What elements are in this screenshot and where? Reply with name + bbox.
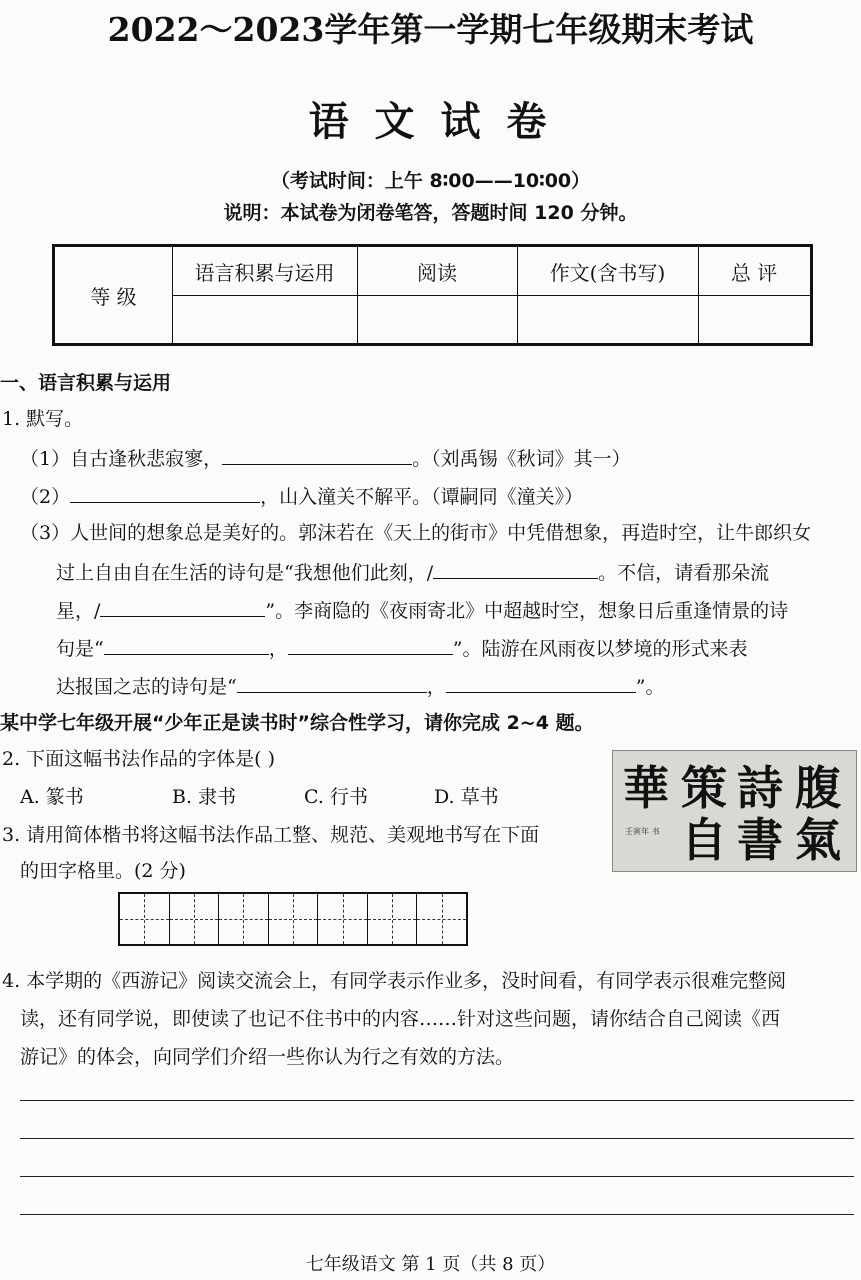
q1-part3-blank4[interactable] [288,632,453,655]
calligraphy-char: 策 [681,761,727,815]
tianzi-grid [118,892,468,946]
exam-instructions: 说明：本试卷为闭卷笔答，答题时间 120 分钟。 [223,202,638,224]
grade-row-label: 等 级 [90,284,137,309]
calligraphy-char: 華 [623,761,669,815]
q1-stem: 1. 默写。 [2,408,84,430]
q1-part3-line4-mid: ， [268,638,288,660]
q1-part3-line2 [56,556,769,585]
tianzi-cell[interactable] [170,894,220,944]
calligraphy-inscription: 壬寅年 书 [625,827,660,836]
q3-line2: 的田字格里。(2 分) [20,860,186,882]
q4-line2: 读，还有同学说，即使读了也记不住书中的内容……针对这些问题，请你结合自己阅读《西 [20,1008,781,1030]
q1-part3-blank5[interactable] [237,670,427,693]
q1-part3-line4-lead: 句是“ [56,638,104,660]
tianzi-cell[interactable] [368,894,418,944]
tianzi-cell[interactable] [417,894,466,944]
q4-line3: 游记》的体会，向同学们介绍一些你认为行之有效的方法。 [20,1046,515,1068]
q1-part3-line4 [56,632,747,661]
section-heading: 一、语言积累与运用 [0,372,172,394]
q1-part3-line3-tail: ”。李商隐的《夜雨寄北》中超越时空，想象日后重逢情景的诗 [265,600,789,622]
q2-stem: 2. 下面这幅书法作品的字体是( ) [2,748,276,770]
q1-part3-line3-lead: 星，/ [56,600,101,622]
grade-input-reading[interactable] [357,296,517,343]
q4-line1: 4. 本学期的《西游记》阅读交流会上，有同学表示作业多，没时间看，有同学表示很难完整阅 [2,970,787,992]
answer-line[interactable] [20,1176,854,1177]
q1-part3-line1: （3）人世间的想象总是美好的。郭沫若在《天上的街市》中凭借想象，再造时空，让牛郎织女 [20,522,812,544]
calligraphy-char: 自 [681,813,727,867]
calligraphy-char: 腹 [795,761,841,815]
calligraphy-image [612,750,857,872]
q1-part3-line5-lead: 达报国之志的诗句是“ [56,676,237,698]
grade-col-total: 总 评 [730,260,778,285]
q1-part3-line2-lead: 过上自由自在生活的诗句是“我想他们此刻，/ [56,562,434,584]
grade-table [52,244,813,346]
calligraphy-char: 氣 [795,813,841,867]
q1-part2-tail: ，山入潼关不解平。（谭嗣同《潼关》） [260,486,584,508]
tianzi-cell[interactable] [120,894,170,944]
page-footer: 七年级语文 第 1 页（共 8 页） [305,1254,556,1275]
subject-title: 语 文 试 卷 [308,99,553,145]
q2-option-c[interactable]: C. 行书 [304,786,368,808]
grade-col-reading: 阅读 [417,260,457,285]
q1-part3-blank3[interactable] [104,632,269,655]
q1-part2 [20,480,583,509]
q1-part1-lead: （1）自古逢秋悲寂寥， [20,448,223,470]
answer-line[interactable] [20,1214,854,1215]
q1-part3-line4-tail: ”。陆游在风雨夜以梦境的形式来表 [452,638,748,660]
grade-col-essay: 作文(含书写) [549,260,666,285]
grade-input-essay[interactable] [517,296,698,343]
q1-part3-line3 [56,594,788,623]
grade-input-total[interactable] [698,296,810,343]
exam-time: （考试时间：上午 8∶00——10∶00） [270,170,591,192]
q1-part3-line2-tail: 。不信，请看那朵流 [598,562,770,584]
q1-part1 [20,442,631,471]
q1-part3-blank1[interactable] [433,556,598,579]
answer-line[interactable] [20,1100,854,1101]
calligraphy-char: 詩 [737,761,783,815]
q1-part3-line5 [56,670,664,699]
q3-line1: 3. 请用简体楷书将这幅书法作品工整、规范、美观地书写在下面 [2,824,540,846]
q1-part3-blank2[interactable] [100,594,265,617]
q1-part3-line5-tail: ”。 [635,676,665,698]
context-instruction: 某中学七年级开展“少年正是读书时”综合性学习，请你完成 2~4 题。 [0,712,594,734]
q1-part1-blank[interactable] [222,442,412,465]
grade-input-language[interactable] [172,296,357,343]
q1-part3-line5-mid: ， [426,676,446,698]
tianzi-cell[interactable] [269,894,319,944]
grade-col-language: 语言积累与运用 [194,260,335,285]
calligraphy-char: 書 [737,813,783,867]
tianzi-cell[interactable] [318,894,368,944]
q2-option-a[interactable]: A. 篆书 [20,786,84,808]
q2-option-b[interactable]: B. 隶书 [172,786,237,808]
q1-part1-tail: 。（刘禹锡《秋词》其一） [412,448,631,470]
answer-line[interactable] [20,1138,854,1139]
tianzi-cell[interactable] [219,894,269,944]
q2-option-d[interactable]: D. 草书 [434,786,499,808]
q1-part3-blank6[interactable] [446,670,636,693]
exam-title: 2022～2023学年第一学期七年级期末考试 [107,10,754,49]
q1-part2-lead: （2） [20,486,71,508]
q1-part2-blank[interactable] [70,480,260,503]
